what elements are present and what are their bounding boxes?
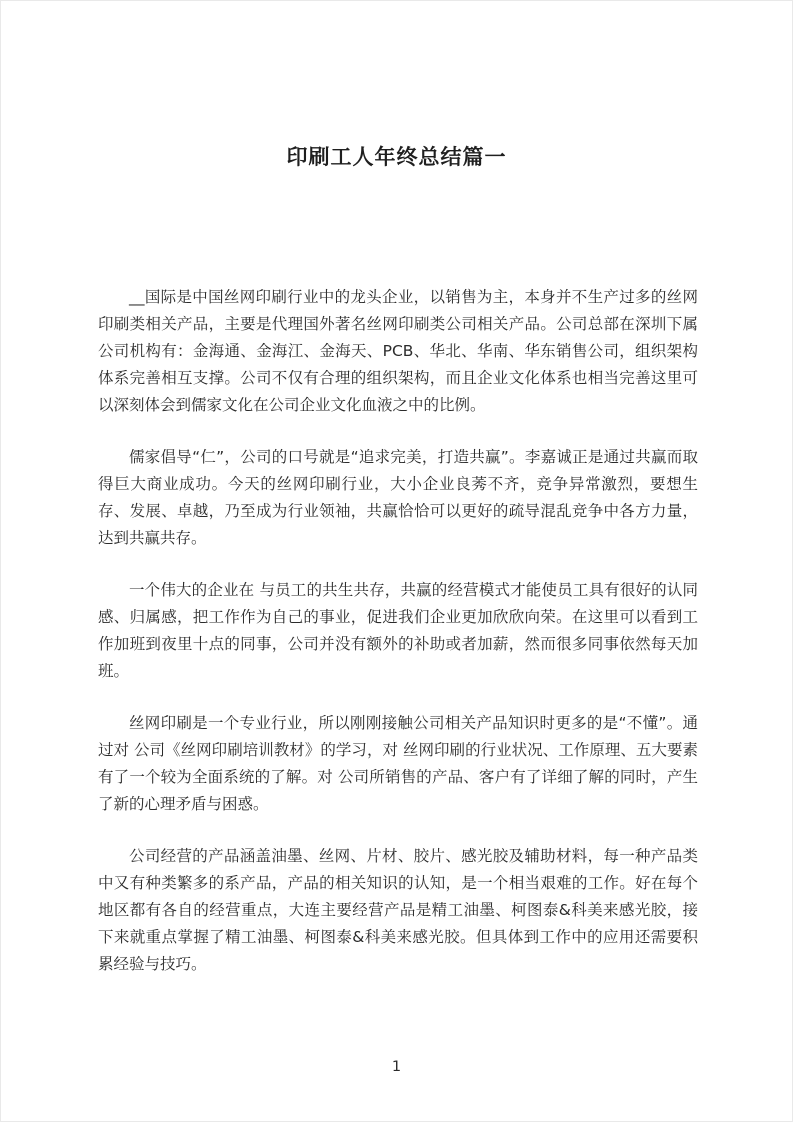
document-title: 印刷工人年终总结篇一 bbox=[286, 145, 507, 169]
page-footer bbox=[1, 1059, 792, 1075]
paragraph: 一个伟大的企业在 与员工的共生共存，共赢的经营模式才能使员工具有很好的认同感、归属感，把工作作为自己的事业，促进我们企业更加欣欣向荣。在这里可以看到工作加班到夜里十点的同事，公司并没有额外的补助或者加薪，然而很多同事依然每天加班。 bbox=[98, 581, 698, 680]
paragraph: 公司经营的产品涵盖油墨、丝网、片材、胶片、感光胶及辅助材料，每一种产品类中又有种类繁多的系产品，产品的相关知识的认知，是一个相当艰难的工作。好在每个地区都有各自的经营重点，大连主要经营产品是精工油墨、柯图泰&科美来感光胶，接下来就重点掌握了精工油墨、柯图泰&科美来感光胶。但具体到工作中的应用还需要积累经验与技巧。 bbox=[98, 847, 698, 973]
paragraph: 丝网印刷是一个专业行业，所以刚刚接触公司相关产品知识时更多的是“不懂”。通过对 公司《丝网印刷培训教材》的学习，对 丝网印刷的行业状况、工作原理、五大要素有了一个较为全面系统的了解。对 公司所销售的产品、客户有了详细了解的同时，产生了新的心理矛盾与困惑。 bbox=[98, 714, 698, 813]
page-number: 1 bbox=[391, 1059, 402, 1075]
document-body bbox=[98, 284, 698, 1003]
paragraph: __国际是中国丝网印刷行业中的龙头企业，以销售为主，本身并不生产过多的丝网印刷类相关产品，主要是代理国外著名丝网印刷类公司相关产品。公司总部在深圳下属公司机构有：金海通、金海江、金海天、PCB、华北、华南、华东销售公司，组织架构体系完善相互支撑。公司不仅有合理的组织架构，而且企业文化体系也相当完善这里可以深刻体会到儒家文化在公司企业文化血液之中的比例。 bbox=[98, 288, 698, 414]
paragraph: 儒家倡导“仁”，公司的口号就是“追求完美，打造共赢”。李嘉诚正是通过共赢而取得巨大商业成功。今天的丝网印刷行业，大小企业良莠不齐，竞争异常激烈，要想生存、发展、卓越，乃至成为行业领袖，共赢恰恰可以更好的疏导混乱竞争中各方力量，达到共赢共存。 bbox=[98, 448, 698, 547]
